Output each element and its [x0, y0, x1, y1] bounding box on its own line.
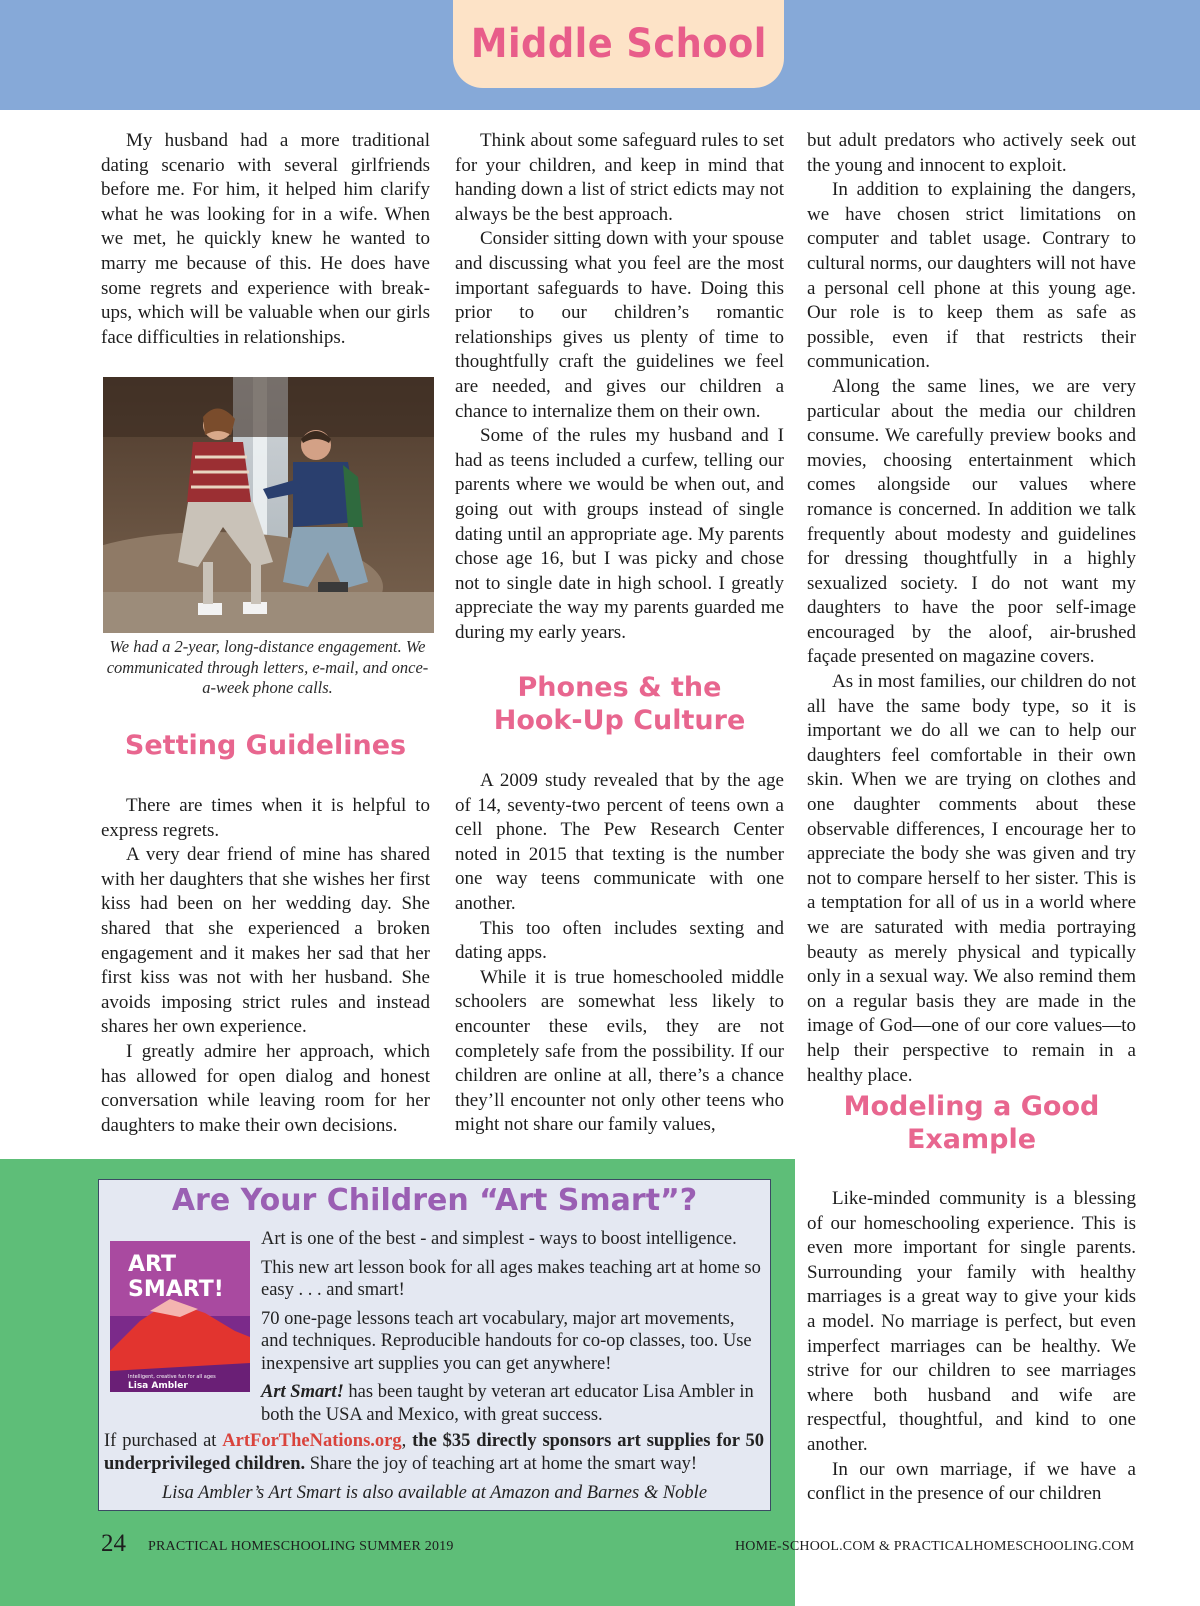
heading-phones-hookup	[455, 671, 784, 737]
column-2-intro	[455, 129, 784, 645]
ad-availability: Lisa Ambler’s Art Smart is also available at Amazon and Barnes & Noble	[161, 1483, 708, 1503]
cover-author: Lisa Ambler	[128, 1381, 188, 1391]
ad-description	[261, 1228, 764, 1432]
ad-line: Art is one of the best - and simplest - ways to boost intelligence.	[261, 1229, 737, 1249]
heading-line: Example	[906, 1124, 1037, 1155]
heading-setting-guidelines: Setting Guidelines	[124, 730, 407, 761]
book-cover	[110, 1241, 250, 1392]
column-3-intro	[807, 129, 1136, 1088]
paragraph: While it is true homeschooled middle schoolers are somewhat less likely to encounter these evils, they are not completely safe from the possibility. If our children are online at all, there’s a chance they’ll encounter not only other teens who might not share our family values,	[455, 966, 784, 1136]
paragraph: This too often includes sexting and dating apps.	[455, 917, 784, 964]
paragraph: Consider sitting down with your spouse and discussing what you feel are the most important safeguards to have. Doing this prior to our children’s romantic relationships gives us plenty of time to thoughtfully craft the guidelines we feel are needed, and gives our children a chance to internalize them on their own.	[455, 228, 784, 422]
heading-line: Modeling a Good	[843, 1091, 1100, 1122]
photo-caption: We had a 2-year, long-distance engagement. We communicated through letters, e-mail, and once-a-week phone calls.	[106, 637, 429, 697]
ad-line: 70 one-page lessons teach art vocabulary, major art movements, and techniques. Reproducible handouts for co-op classes, too. Use inexpensive art supplies you can get anywhere!	[261, 1308, 752, 1374]
section-label: Middle School	[470, 21, 767, 67]
cover-title: ART	[128, 1252, 176, 1277]
paragraph: My husband had a more traditional dating scenario with several girlfriends before me. For him, it helped him clarify what he was looking for in a wife. When we met, he quickly knew he wanted to marry me because of this. He does have some regrets and experience with break-ups, which will be valuable when our girls face difficulties in relationships.	[101, 130, 430, 348]
purchase-rest: Share the joy of teaching art at home the smart way!	[305, 1454, 698, 1474]
ad-line	[261, 1381, 764, 1426]
heading-line: Hook-Up Culture	[493, 705, 746, 736]
purchase-comma: ,	[401, 1431, 407, 1451]
column-2-body	[455, 769, 784, 1138]
ad-purchase-info	[104, 1430, 764, 1476]
website-urls: HOME-SCHOOL.COM & PRACTICALHOMESCHOOLING.COM	[735, 1539, 1135, 1554]
publication-name: PRACTICAL HOMESCHOOLING SUMMER 2019	[148, 1539, 454, 1554]
column-3-body	[807, 1187, 1136, 1507]
ad-line: This new art lesson book for all ages makes teaching art at home so easy . . . and smart!	[261, 1257, 761, 1300]
purchase-prefix: If purchased at	[104, 1431, 223, 1451]
ad-title: Are Your Children “Art Smart”?	[171, 1183, 698, 1218]
engagement-photo	[103, 377, 434, 633]
paragraph: Along the same lines, we are very particular about the media our children consume. We carefully preview books and movies, choosing entertainment which comes alongside our values where romance is concerned. In addition we talk frequently about modesty and guidelines for dressing thoughtfully in a highly sexualized society. I do not want my daughters to have the poor self-image encouraged by the aloof, air-brushed façade presented on magazine covers.	[807, 375, 1136, 668]
paragraph: Like-minded community is a blessing of our homeschooling experience. This is even more important for single parents. Surrounding your family with healthy marriages is a great way to give your kids a model. No marriage is perfect, but even imperfect marriages can be healthy. We strive for our children to see marriages where both husband and wife are respectful, thoughtful, and kind to one another.	[807, 1188, 1136, 1455]
heading-modeling-example	[807, 1090, 1136, 1156]
paragraph: I greatly admire her approach, which has allowed for open dialog and honest conversation while leaving room for her daughters to make their own decisions.	[101, 1040, 430, 1136]
heading-line: Phones & the	[517, 672, 722, 703]
art-smart-ad	[98, 1179, 771, 1511]
paragraph: Think about some safeguard rules to set for your children, and keep in mind that handing down a list of strict edicts may not always be the best approach.	[455, 130, 784, 225]
cover-tagline: Intelligent, creative fun for all ages	[128, 1374, 216, 1380]
paragraph: As in most families, our children do not all have the same body type, so it is important we do all we can to help our daughters feel comfortable in their own skin. When we are trying on clothes and one daughter comments about these observable differences, I encourage her to appreciate the body she was given and try not to compare herself to her sister. This is a temptation for all of us in a world where we are saturated with media portraying beauty as merely physical and typically only in a sexual way. We also remind them on a regular basis they are made in the image of God—one of our core values—to help their perspective to remain in a healthy place.	[807, 671, 1136, 1086]
art-for-the-nations-link[interactable]: ArtForTheNations.org	[222, 1431, 402, 1451]
paragraph: In addition to explaining the dangers, we have chosen strict limitations on computer and tablet usage. Contrary to cultural norms, our daughters will not have a personal cell phone at this young age. Our role is to keep them as safe as possible, even if that restricts their communication.	[807, 179, 1136, 373]
section-tab	[453, 0, 784, 88]
paragraph: There are times when it is helpful to express regrets.	[101, 795, 430, 841]
cover-title: SMART!	[128, 1277, 224, 1302]
paragraph: A 2009 study revealed that by the age of 14, seventy-two percent of teens own a cell phone. The Pew Research Center noted in 2015 that texting is the number one way teens communicate with one another.	[455, 770, 784, 914]
ad-book-title: Art Smart!	[261, 1382, 344, 1402]
paragraph: Some of the rules my husband and I had as teens included a curfew, telling our parents where we would be when out, and going out with groups instead of single dating until an appropriate age. My parents chose age 16, but I was picky and chose not to single date in high school. I greatly appreciate the way my parents guarded me during my early years.	[455, 425, 784, 643]
page-number: 24	[101, 1530, 126, 1557]
column-1-intro	[101, 129, 430, 350]
ad-line-text: has been taught by veteran art educator Lisa Ambler in both the USA and Mexico, with great success.	[261, 1382, 754, 1425]
paragraph: A very dear friend of mine has shared with her daughters that she wishes her first kiss had been on her wedding day. She shared that she experienced a broken engagement and it makes her sad that her first kiss was not with her husband. She avoids imposing strict rules and instead shares her own experience.	[101, 844, 430, 1038]
paragraph: but adult predators who actively seek out the young and innocent to exploit.	[807, 130, 1136, 176]
column-1-body	[101, 794, 430, 1138]
paragraph: In our own marriage, if we have a conflict in the presence of our children	[807, 1458, 1136, 1505]
purchase-bold: the $35 directly sponsors art supplies for 50 underprivileged children.	[104, 1431, 764, 1474]
